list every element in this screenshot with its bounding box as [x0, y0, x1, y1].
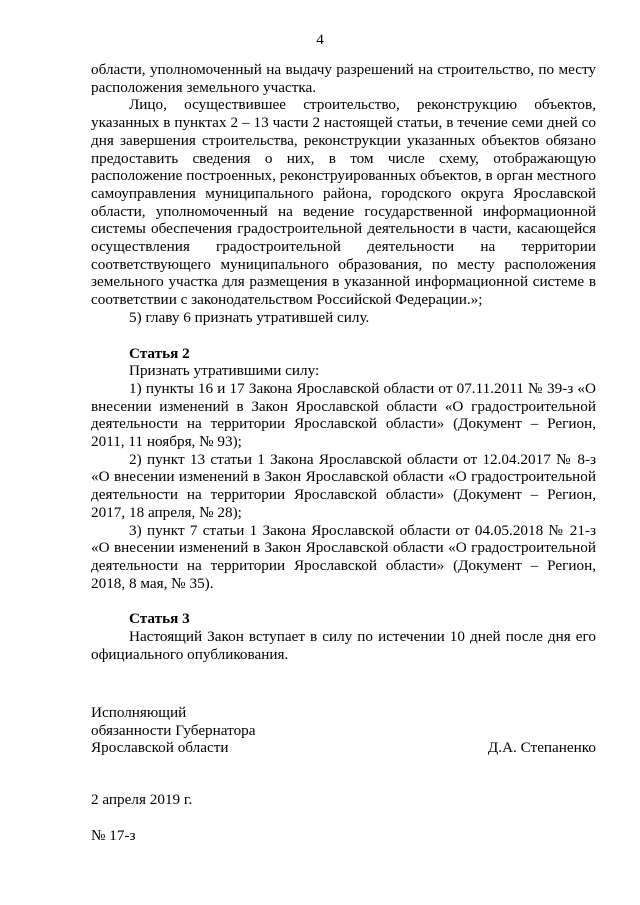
signatory-name: Д.А. Степаненко: [487, 739, 596, 757]
document-body: [91, 61, 596, 664]
article-2-item: 1) пункты 16 и 17 Закона Ярославской области от 07.11.2011 № 39-з «О внесении изменений в Закон Ярославской области «О градостроительной деятельности на территории Ярославской области» (Документ – Регион, 2011, 11 ноября, № 93);: [91, 379, 596, 451]
signatory-row: [91, 739, 596, 757]
article-2-title: Статья 2: [129, 344, 190, 362]
signatory-title-line: обязанности Губернатора: [91, 721, 256, 739]
signatory-title-line: Ярославской области: [91, 739, 229, 757]
article-3-text: Настоящий Закон вступает в силу по истечении 10 дней после дня его официального опубликования.: [91, 628, 596, 663]
signature-block: [91, 704, 596, 757]
paragraph-builder-obligation: Лицо, осуществившее строительство, реконструкцию объектов, указанных в пунктах 2 – 13 части 2 настоящей статьи, в течение семи дней со дня завершения строительства, реконструкции указанных объектов обязано предоставить сведения о них, в том числе схему, отображающую расположение построенных, реконструированных объектов, в орган местного самоуправления муниципального района, городского округа Ярославской области, уполномоченный на ведение государственной информационной системы обеспечения градостроительной деятельности в части, касающейся осуществления градостроительной деятельности на территории соответствующего муниципального образования, по месту расположения земельного участка для размещения в указанной информационной системе в соответствии с законодательством Российской Федерации.»;: [91, 96, 596, 309]
paragraph-continuation: области, уполномоченный на выдачу разрешений на строительство, по месту расположения земельного участка.: [91, 61, 596, 96]
page-number: 4: [316, 31, 324, 48]
article-3-title: Статья 3: [129, 610, 190, 628]
article-2-item: 2) пункт 13 статьи 1 Закона Ярославской области от 12.04.2017 № 8-з «О внесении изменений в Закон Ярославской области «О градостроительной деятельности на территории Ярославской области» (Документ – Регион, 2017, 18 апреля, № 28);: [91, 450, 596, 521]
article-2-item: 3) пункт 7 статьи 1 Закона Ярославской области от 04.05.2018 № 21-з «О внесении изменений в Закон Ярославской области «О градостроительной деятельности на территории Ярославской области» (Документ – Регион, 2018, 8 мая, № 35).: [91, 521, 596, 592]
signatory-title-line: Исполняющий: [91, 704, 187, 721]
document-date: 2 апреля 2019 г.: [91, 791, 193, 808]
law-number: № 17-з: [91, 827, 136, 844]
article-2-intro: Признать утратившими силу:: [129, 362, 320, 380]
paragraph-chapter6: 5) главу 6 признать утратившей силу.: [129, 308, 370, 326]
